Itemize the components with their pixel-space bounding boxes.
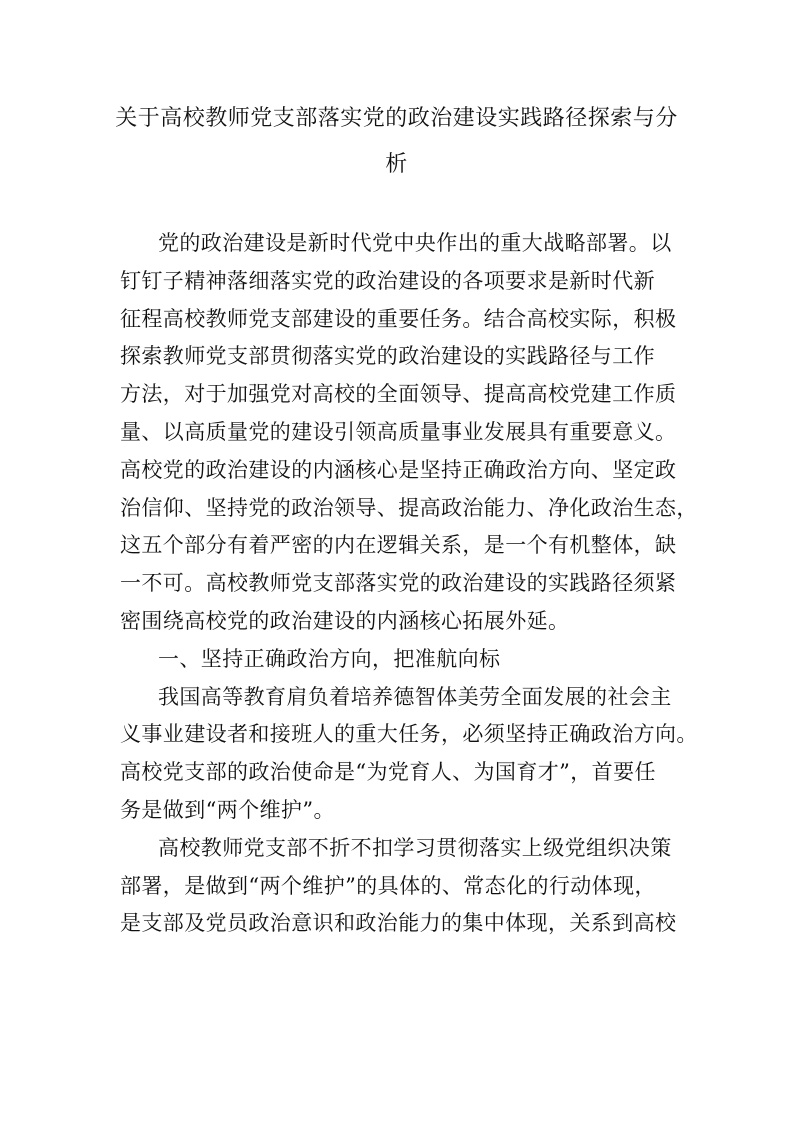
paragraph-line: 密围绕高校党的政治建设的内涵核心拓展外延。 <box>120 608 570 633</box>
paragraph-line: 一不可。高校教师党支部落实党的政治建设的实践路径须紧 <box>120 571 677 596</box>
document-title <box>110 96 683 188</box>
paragraph-line: 征程高校教师党支部建设的重要任务。结合高校实际，积极 <box>120 306 677 331</box>
paragraph-line: 是支部及党员政治意识和政治能力的集中体现，关系到高校 <box>120 911 677 936</box>
document-body <box>120 225 698 943</box>
paragraph-line: 高校党支部的政治使命是“为党育人、为国育才”，首要任 <box>120 760 656 785</box>
paragraph-line: 务是做到“两个维护”。 <box>120 797 335 822</box>
paragraph-line: 部署，是做到“两个维护”的具体的、常态化的行动体现， <box>120 873 656 898</box>
paragraph-line: 我国高等教育肩负着培养德智体美劳全面发展的社会主 <box>158 684 672 709</box>
title-line-2: 析 <box>385 152 408 177</box>
title-line-1: 关于高校教师党支部落实党的政治建设实践路径探索与分 <box>115 106 678 131</box>
paragraph-line: 治信仰、坚持党的政治领导、提高政治能力、净化政治生态， <box>120 495 698 520</box>
paragraph-line: 这五个部分有着严密的内在逻辑关系，是一个有机整体，缺 <box>120 533 677 558</box>
paragraph-line: 钉钉子精神落细落实党的政治建设的各项要求是新时代新 <box>120 268 655 293</box>
paragraph-line: 方法，对于加强党对高校的全面领导、提高高校党建工作质 <box>120 382 677 407</box>
paragraph-line: 义事业建设者和接班人的重大任务，必须坚持正确政治方向。 <box>120 722 698 747</box>
paragraph-line: 探索教师党支部贯彻落实党的政治建设的实践路径与工作 <box>120 344 655 369</box>
paragraph-line: 高校党的政治建设的内涵核心是坚持正确政治方向、坚定政 <box>120 457 677 482</box>
section-heading: 一、坚持正确政治方向，把准航向标 <box>158 646 501 671</box>
paragraph-line: 量、以高质量党的建设引领高质量事业发展具有重要意义。 <box>120 419 677 444</box>
paragraph-line: 党的政治建设是新时代党中央作出的重大战略部署。以 <box>158 231 672 255</box>
paragraph-line: 高校教师党支部不折不扣学习贯彻落实上级党组织决策 <box>158 835 672 860</box>
